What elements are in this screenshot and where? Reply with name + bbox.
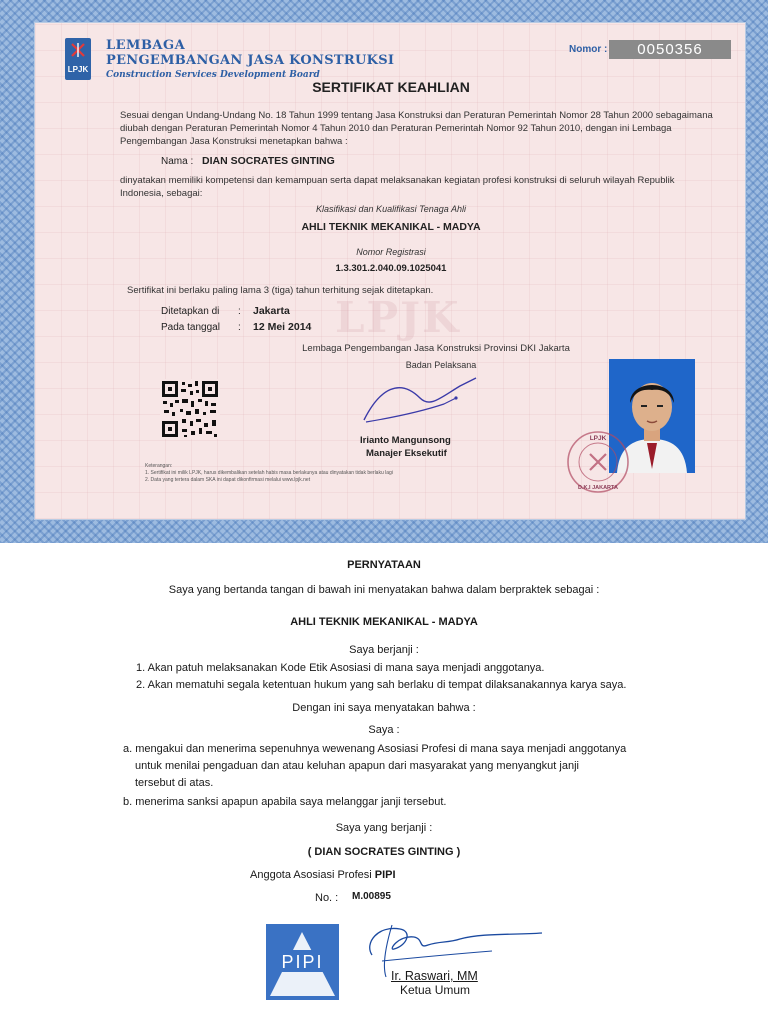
holder-name: DIAN SOCRATES GINTING: [202, 155, 335, 167]
provincial-board: Lembaga Pengembangan Jasa Konstruksi Provinsi DKI Jakarta: [302, 343, 570, 354]
certificate-body: [34, 22, 746, 520]
signatory-heading: Saya yang berjanji :: [335, 822, 433, 834]
issued-date-colon: :: [238, 322, 241, 333]
declaration-item-a-line3: tersebut di atas.: [135, 777, 214, 789]
lpjk-logo: [65, 38, 91, 80]
classification-label: Klasifikasi dan Kualifikasi Tenaga Ahli: [316, 204, 466, 214]
nomor-value: 0050356: [609, 40, 731, 59]
certificate-notes: [145, 463, 445, 484]
watermark: LPJK: [335, 293, 461, 342]
notes-label: Keterangan:: [145, 463, 173, 469]
org-name-line1: LEMBAGA: [106, 38, 186, 53]
stamp-text-bottom: D.K.I JAKARTA: [578, 485, 618, 491]
org-name-line2: PENGEMBANGAN JASA KONSTRUKSI: [106, 53, 395, 68]
registration-number: 1.3.301.2.040.09.1025041: [335, 263, 447, 274]
validity-statement: Sertifikat ini berlaku paling lama 3 (tiga) tahun terhitung sejak ditetapkan.: [127, 285, 434, 296]
association-membership: [250, 869, 768, 881]
nomor-label: Nomor :: [569, 44, 608, 55]
declaration-saya: Saya :: [368, 724, 400, 736]
notes-item-2: 2. Data yang tertera dalam SKA ini dapat dikonfirmasi melalui www.lpjk.net: [145, 477, 311, 483]
declaration-item-a: [123, 741, 683, 792]
issued-at-colon: :: [238, 306, 241, 317]
statement-promise-heading: Saya berjanji :: [349, 644, 419, 656]
org-name-english: Construction Services Development Board: [106, 70, 320, 80]
classification-value: AHLI TEKNIK MEKANIKAL - MADYA: [301, 221, 481, 233]
executive-signature: [360, 368, 480, 428]
issued-date-label: Pada tanggal: [161, 322, 220, 333]
lpjk-emblem-icon: [70, 42, 86, 58]
qr-code-icon: [160, 379, 220, 439]
declaration-heading: Dengan ini saya menyatakan bahwa :: [292, 702, 476, 714]
registration-label: Nomor Registrasi: [356, 247, 426, 257]
declaration-item-a-line1: a. mengakui dan menerima sepenuhnya wewenang Asosiasi Profesi di mana saya menjadi anggotanya: [123, 743, 627, 755]
signatory-name: ( DIAN SOCRATES GINTING ): [307, 846, 461, 858]
name-label: Nama :: [161, 156, 194, 167]
chairman-name: Ir. Raswari, MM: [391, 969, 478, 983]
lpjk-logo-text: LPJK: [67, 65, 89, 74]
executive-signer-name: Irianto Mangunsong: [360, 435, 451, 446]
pipi-logo-text: PIPI: [281, 952, 324, 972]
member-number-value: M.00895: [352, 891, 391, 902]
chairman-title: Ketua Umum: [400, 983, 471, 997]
association-prefix: Anggota Asosiasi Profesi: [250, 869, 372, 881]
issued-at-label: Ditetapkan di: [161, 306, 220, 317]
certificate-title: SERTIFIKAT KEAHLIAN: [312, 79, 470, 95]
member-number-label: No. :: [315, 892, 339, 904]
promise-item-2: 2. Akan mematuhi segala ketentuan hukum yang sah berlaku di tempat dilaksanakannya karya saya.: [136, 679, 627, 691]
statement-intro: Saya yang bertanda tangan di bawah ini menyatakan bahwa dalam berpraktek sebagai :: [168, 584, 600, 596]
statement-title: PERNYATAAN: [347, 559, 421, 571]
lpjk-stamp-icon: [565, 429, 631, 495]
statement-profession: AHLI TEKNIK MEKANIKAL - MADYA: [290, 616, 478, 628]
issued-at-value: Jakarta: [253, 305, 290, 317]
declaration-item-b: b. menerima sanksi apapun apabila saya melanggar janji tersebut.: [123, 796, 447, 808]
pipi-logo-icon: [266, 924, 339, 1000]
legal-basis-paragraph: Sesuai dengan Undang-Undang No. 18 Tahun 1999 tentang Jasa Konstruksi dan Peraturan Pemerintah Nomor 28 Tahun 2000 sebagaimana diubah dengan Peraturan Pemerintah Nomor 4 Tahun 2010 dan Peraturan Pemerintah Nomor 92 Tahun 2010, dengan ini Lembaga Pengembangan Jasa Konstruksi menetapkan bahwa :: [120, 110, 713, 147]
association-name: PIPI: [374, 869, 396, 881]
executive-body: Badan Pelaksana: [405, 360, 477, 370]
promise-item-1: 1. Akan patuh melaksanakan Kode Etik Asosiasi di mana saya menjadi anggotanya.: [136, 662, 545, 674]
notes-item-1: 1. Sertifikat ini milik LPJK, harus dikembalikan setelah habis masa berlakunya atau dinyatakan tidak berlaku lagi: [145, 470, 393, 476]
issued-date-value: 12 Mei 2014: [253, 321, 312, 333]
executive-signer-title: Manajer Eksekutif: [366, 448, 447, 459]
declaration-item-a-line2: untuk menilai pengaduan dan atau keluhan apapun dari masyarakat yang menyangkut janji: [135, 760, 579, 772]
competence-paragraph: dinyatakan memiliki kompetensi dan kemampuan serta dapat melaksanakan kegiatan profesi konstruksi di seluruh wilayah Republik Indonesia, sebagai:: [120, 175, 675, 199]
stamp-text-top: LPJK: [589, 435, 607, 442]
